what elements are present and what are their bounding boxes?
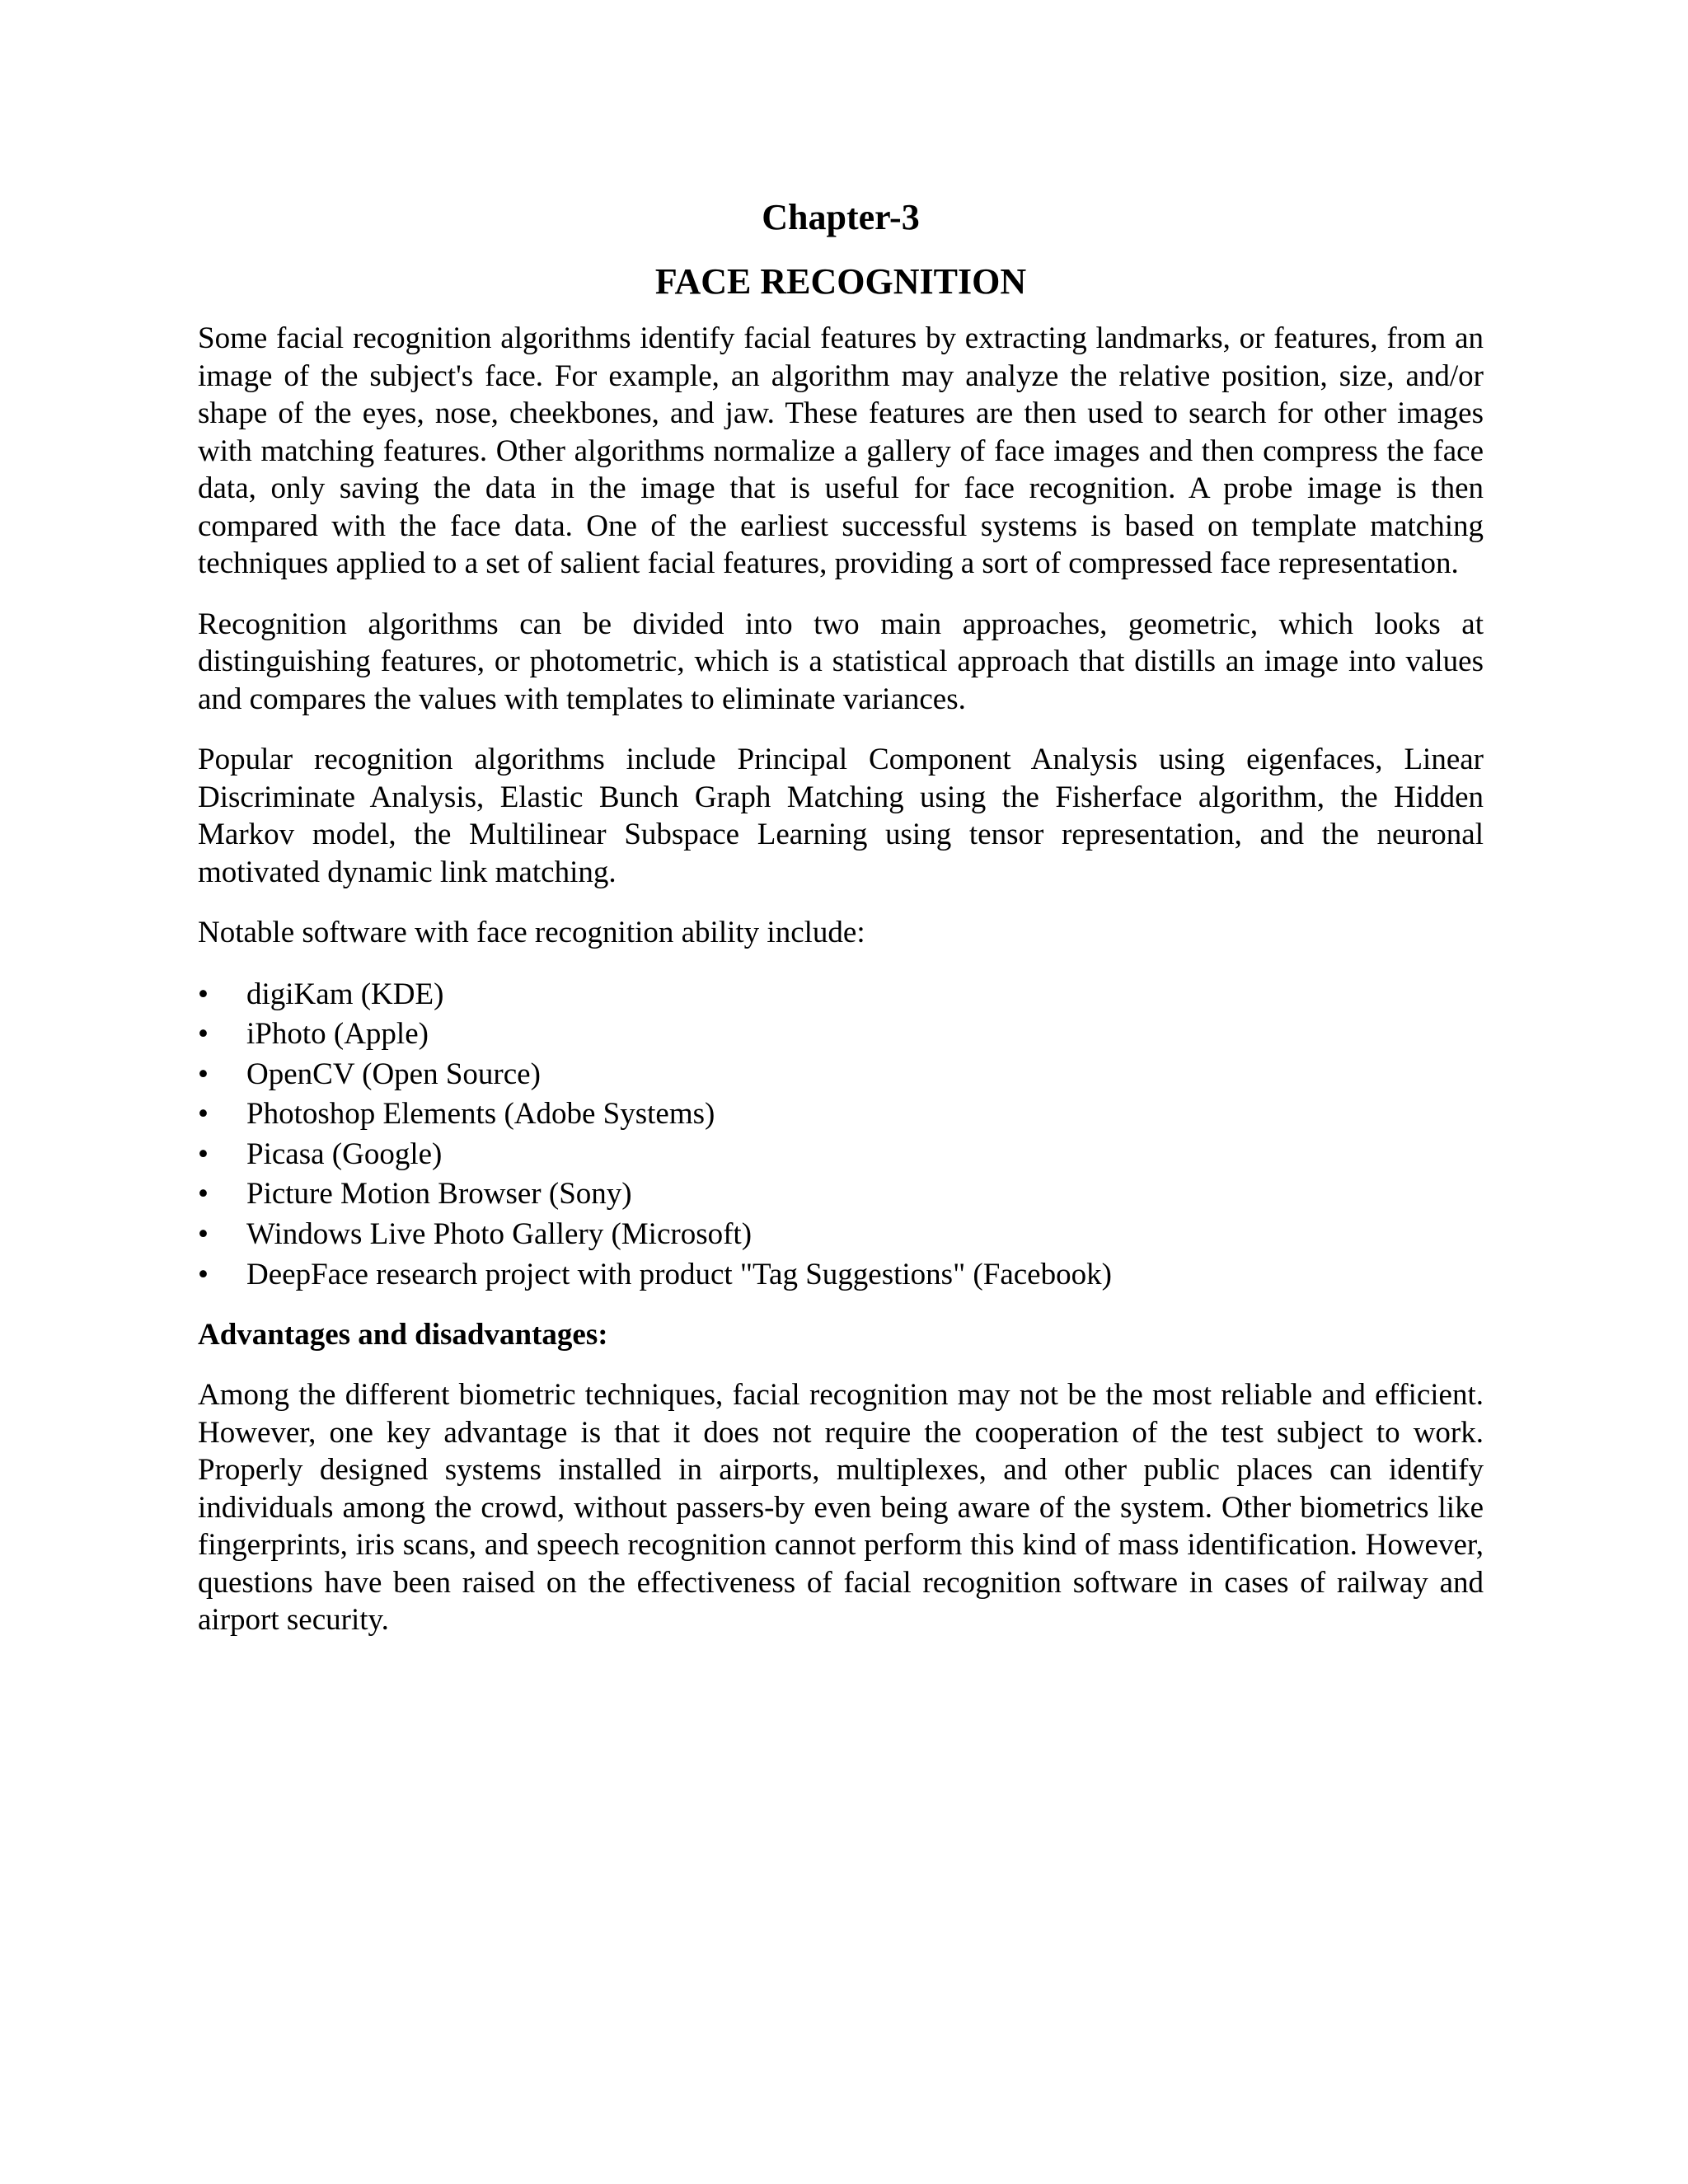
bullet-icon: • <box>198 1137 209 1171</box>
algorithms-paragraph: Popular recognition algorithms include Principal Component Analysis using eigenfaces, Linear Discriminate Analysis, Elastic Bunch Graph Matching using the Fisherface algorithm, the Hidden Markov model, the Multilinear Subspace Learning using tensor representation, and the neuronal motivated dynamic link matching. <box>198 743 1484 889</box>
list-item-text: Windows Live Photo Gallery (Microsoft) <box>246 1217 753 1252</box>
list-item <box>198 1215 1484 1255</box>
list-item <box>198 1174 1484 1215</box>
list-item-text: iPhoto (Apple) <box>246 1017 429 1052</box>
bullet-icon: • <box>198 1257 209 1291</box>
approaches-paragraph: Recognition algorithms can be divided into two main approaches, geometric, which looks at distinguishing features, or photometric, which is a statistical approach that distills an image into values and compares the values with templates to eliminate variances. <box>198 607 1484 716</box>
intro-paragraph: Some facial recognition algorithms identify facial features by extracting landmarks, or features, from an image of the subject's face. For example, an algorithm may analyze the relative position, size, and/or shape of the eyes, nose, cheekbones, and jaw. These features are then used to search for other images with matching features. Other algorithms normalize a gallery of face images and then compress the face data, only saving the data in the image that is useful for face recognition. A probe image is then compared with the face data. One of the earliest successful systems is based on template matching techniques applied to a set of salient facial features, providing a sort of compressed face representation. <box>198 321 1484 580</box>
advantages-heading: Advantages and disadvantages: <box>198 1318 608 1352</box>
bullet-icon: • <box>198 1217 209 1252</box>
list-item-text: Picture Motion Browser (Sony) <box>246 1177 632 1212</box>
list-item-text: Picasa (Google) <box>246 1137 443 1171</box>
list-item-text: OpenCV (Open Source) <box>246 1057 541 1091</box>
chapter-title: FACE RECOGNITION <box>654 261 1027 302</box>
list-item <box>198 1015 1484 1055</box>
bullet-icon: • <box>198 1177 209 1212</box>
list-item-text: Photoshop Elements (Adobe Systems) <box>246 1097 715 1132</box>
list-item <box>198 975 1484 1015</box>
list-item <box>198 1255 1484 1296</box>
software-intro-paragraph: Notable software with face recognition ability include: <box>198 916 865 949</box>
bullet-icon: • <box>198 1057 209 1091</box>
list-item <box>198 1094 1484 1135</box>
list-item-text: DeepFace research project with product "Tag Suggestions" (Facebook) <box>246 1257 1112 1291</box>
list-item-text: digiKam (KDE) <box>246 977 444 1011</box>
document-page <box>198 194 1484 1662</box>
advantages-paragraph: Among the different biometric techniques, facial recognition may not be the most reliable and efficient. However, one key advantage is that it does not require the cooperation of the test subject to work. Properly designed systems installed in airports, multiplexes, and other public places can identify individuals among the crowd, without passers-by even being aware of the system. Other biometrics like fingerprints, iris scans, and speech recognition cannot perform this kind of mass identification. However, questions have been raised on the effectiveness of facial recognition software in cases of railway and airport security. <box>198 1378 1484 1638</box>
bullet-icon: • <box>198 1017 209 1052</box>
bullet-icon: • <box>198 1097 209 1132</box>
chapter-label: Chapter-3 <box>762 197 920 237</box>
software-list <box>198 975 1484 1296</box>
list-item <box>198 1135 1484 1175</box>
bullet-icon: • <box>198 977 209 1011</box>
list-item <box>198 1055 1484 1095</box>
